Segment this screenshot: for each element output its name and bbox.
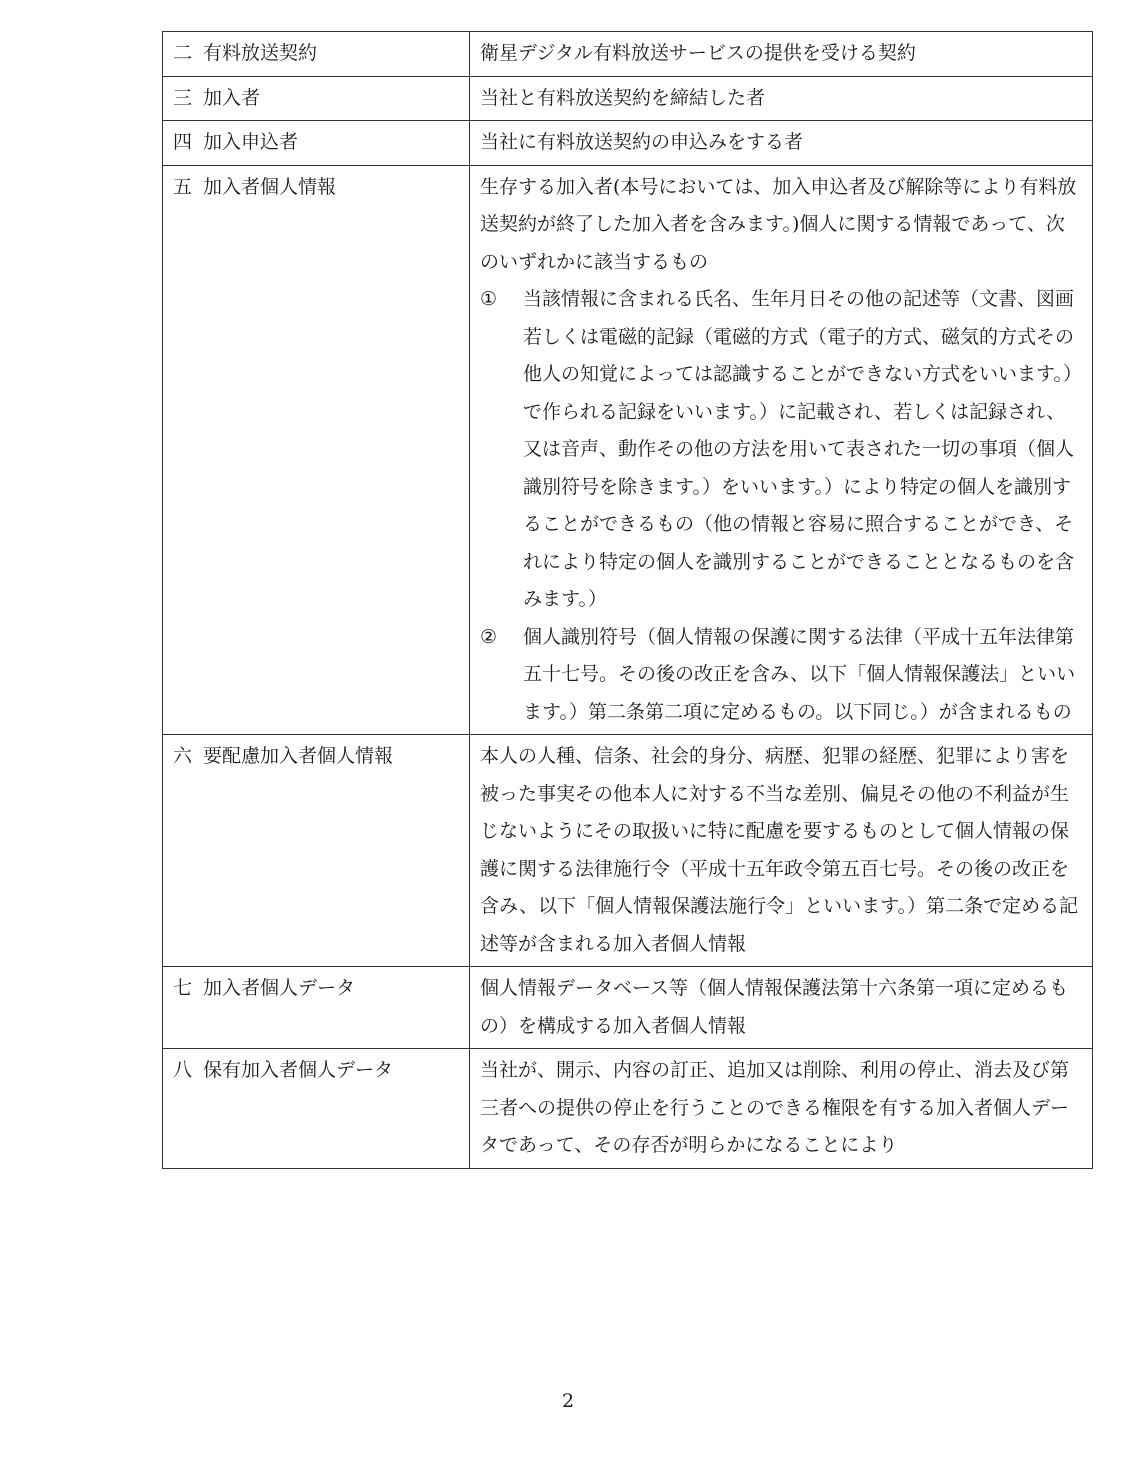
table-row bbox=[163, 121, 1093, 166]
term-cell bbox=[163, 32, 470, 77]
term-label: 加入者個人情報 bbox=[203, 175, 337, 198]
item-text: 当該情報に含まれる氏名、生年月日その他の記述等（文書、図画若しくは電磁的記録（電磁的方式（電子的方式、磁気的方式その他人の知覚によっては認識することができない方式をいいます。）で作られる記録をいいます。）に記載され、若しくは記録され、又は音声、動作その他の方法を用いて表された一切の事項（個人識別符号を除きます。）をいいます。）により特定の個人を識別することができるもの（他の情報と容易に照合することができ、それにより特定の個人を識別することができることとなるものを含みます。） bbox=[523, 288, 1082, 610]
term-cell bbox=[163, 121, 470, 166]
table-row bbox=[163, 735, 1093, 967]
term-number: 四 bbox=[173, 131, 193, 153]
item-text: 個人識別符号（個人情報の保護に関する法律（平成十五年法律第五十七号。その後の改正を含み、以下「個人情報保護法」といいます。）第二条第二項に定めるもの。以下同じ。）が含まれるもの bbox=[523, 625, 1076, 723]
definition-cell: 個人情報データベース等（個人情報保護法第十六条第一項に定めるもの）を構成する加入者個人情報 bbox=[470, 967, 1093, 1049]
term-number: 八 bbox=[173, 1059, 193, 1081]
definition-cell: 当社と有料放送契約を締結した者 bbox=[470, 76, 1093, 121]
term-label: 保有加入者個人データ bbox=[203, 1059, 394, 1081]
term-cell bbox=[163, 165, 470, 735]
table-row bbox=[163, 32, 1093, 77]
definition-cell: 本人の人種、信条、社会的身分、病歴、犯罪の経歴、犯罪により害を被った事実その他本人に対する不当な差別、偏見その他の不利益が生じないようにその取扱いに特に配慮を要するものとして個人情報の保護に関する法律施行令（平成十五年政令第五百七号。その後の改正を含み、以下「個人情報保護法施行令」といいます。）第二条で定める記述等が含まれる加入者個人情報 bbox=[470, 735, 1093, 967]
table-row bbox=[163, 1049, 1093, 1169]
term-cell bbox=[163, 1049, 470, 1169]
item-marker: ① bbox=[480, 288, 498, 310]
definition-cell bbox=[470, 165, 1093, 735]
term-number: 五 bbox=[173, 175, 193, 198]
term-cell bbox=[163, 76, 470, 121]
table-row bbox=[163, 967, 1093, 1049]
definition-cell: 当社が、開示、内容の訂正、追加又は削除、利用の停止、消去及び第三者への提供の停止を行うことのできる権限を有する加入者個人データであって、その存否が明らかになることにより bbox=[470, 1049, 1093, 1169]
term-label: 加入者 bbox=[203, 86, 261, 109]
term-number: 三 bbox=[173, 86, 193, 109]
definitions-table bbox=[162, 31, 1093, 1169]
term-cell bbox=[163, 735, 470, 967]
term-number: 六 bbox=[173, 745, 193, 767]
item-marker: ② bbox=[480, 625, 498, 648]
list-item bbox=[480, 281, 1082, 619]
term-number: 二 bbox=[173, 42, 193, 64]
page-number: 2 bbox=[561, 1390, 575, 1412]
term-number: 七 bbox=[173, 977, 193, 999]
table-row bbox=[163, 165, 1093, 735]
term-label: 加入者個人データ bbox=[203, 977, 356, 999]
list-item bbox=[480, 619, 1082, 732]
definition-cell: 衛星デジタル有料放送サービスの提供を受ける契約 bbox=[470, 32, 1093, 77]
term-label: 要配慮加入者個人情報 bbox=[203, 745, 394, 767]
term-cell bbox=[163, 967, 470, 1049]
table-row bbox=[163, 76, 1093, 121]
definition-text: 生存する加入者(本号においては、加入申込者及び解除等により有料放送契約が終了した加入者を含みます。)個人に関する情報であって、次のいずれかに該当するもの bbox=[480, 175, 1077, 273]
definition-cell: 当社に有料放送契約の申込みをする者 bbox=[470, 121, 1093, 166]
term-label: 加入申込者 bbox=[203, 131, 299, 153]
term-label: 有料放送契約 bbox=[203, 42, 318, 64]
